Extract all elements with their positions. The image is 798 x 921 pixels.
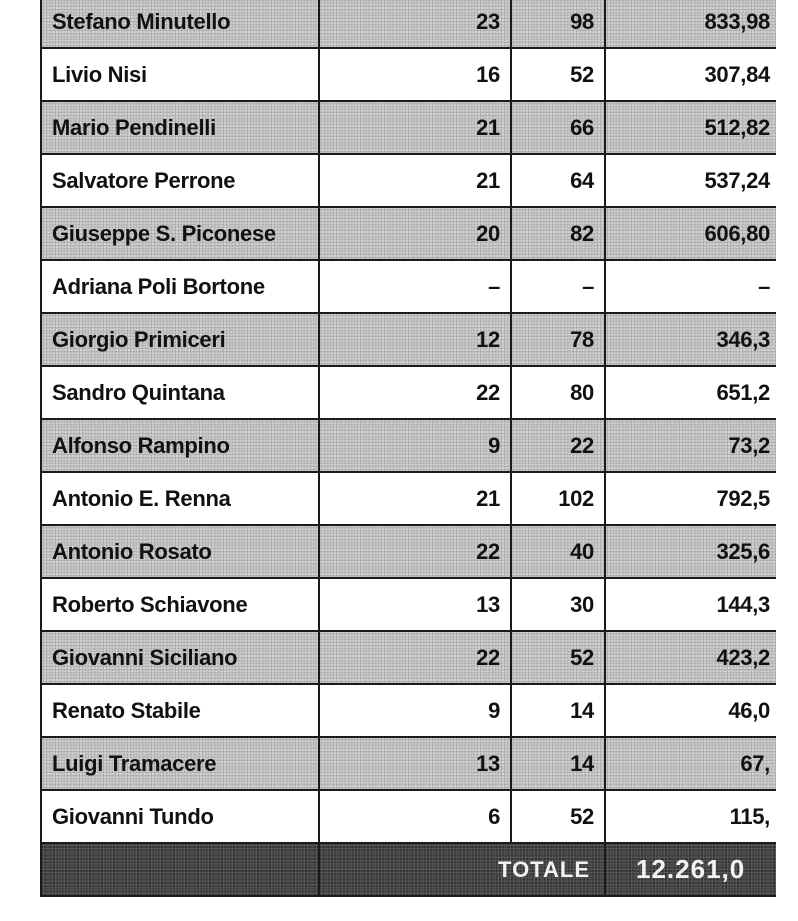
table-row: [41, 472, 781, 525]
table-row: [41, 631, 781, 684]
row-col2: –: [511, 260, 605, 313]
row-amount: –: [605, 260, 781, 313]
row-col2: 22: [511, 419, 605, 472]
page-edge: [776, 0, 798, 921]
row-amount: 144,3: [605, 578, 781, 631]
row-amount: 307,84: [605, 48, 781, 101]
row-amount: 423,2: [605, 631, 781, 684]
row-amount: 512,82: [605, 101, 781, 154]
row-name: Adriana Poli Bortone: [41, 260, 319, 313]
table-body: [41, 0, 781, 896]
row-amount: 346,3: [605, 313, 781, 366]
row-col1: 12: [319, 313, 511, 366]
row-name: Antonio Rosato: [41, 525, 319, 578]
row-col2: 52: [511, 48, 605, 101]
table-row: [41, 790, 781, 843]
row-name: Antonio E. Renna: [41, 472, 319, 525]
row-name: Stefano Minutello: [41, 0, 319, 48]
row-amount: 46,0: [605, 684, 781, 737]
row-col2: 52: [511, 790, 605, 843]
total-empty-cell: [41, 843, 319, 896]
row-col1: 23: [319, 0, 511, 48]
row-col1: –: [319, 260, 511, 313]
row-col1: 16: [319, 48, 511, 101]
row-col1: 21: [319, 101, 511, 154]
total-row: [41, 843, 781, 896]
row-name: Luigi Tramacere: [41, 737, 319, 790]
row-amount: 792,5: [605, 472, 781, 525]
row-col2: 80: [511, 366, 605, 419]
row-col1: 22: [319, 631, 511, 684]
data-table: [40, 0, 782, 897]
row-col1: 22: [319, 366, 511, 419]
row-name: Giorgio Primiceri: [41, 313, 319, 366]
row-amount: 67,: [605, 737, 781, 790]
row-name: Renato Stabile: [41, 684, 319, 737]
row-name: Alfonso Rampino: [41, 419, 319, 472]
row-name: Salvatore Perrone: [41, 154, 319, 207]
row-name: Livio Nisi: [41, 48, 319, 101]
row-col2: 82: [511, 207, 605, 260]
table-row: [41, 101, 781, 154]
row-amount: 651,2: [605, 366, 781, 419]
table-row: [41, 260, 781, 313]
row-col2: 98: [511, 0, 605, 48]
row-name: Giovanni Tundo: [41, 790, 319, 843]
table-row: [41, 737, 781, 790]
table-row: [41, 684, 781, 737]
row-col1: 13: [319, 578, 511, 631]
row-amount: 537,24: [605, 154, 781, 207]
row-col2: 66: [511, 101, 605, 154]
row-col1: 13: [319, 737, 511, 790]
table-row: [41, 0, 781, 48]
table-row: [41, 48, 781, 101]
table-row: [41, 366, 781, 419]
table-row: [41, 578, 781, 631]
row-col2: 102: [511, 472, 605, 525]
row-amount: 115,: [605, 790, 781, 843]
row-col2: 78: [511, 313, 605, 366]
row-col1: 9: [319, 684, 511, 737]
row-col2: 14: [511, 737, 605, 790]
table-row: [41, 525, 781, 578]
row-amount: 325,6: [605, 525, 781, 578]
row-amount: 833,98: [605, 0, 781, 48]
row-name: Roberto Schiavone: [41, 578, 319, 631]
row-col2: 40: [511, 525, 605, 578]
row-amount: 73,2: [605, 419, 781, 472]
row-col1: 9: [319, 419, 511, 472]
row-col1: 21: [319, 154, 511, 207]
row-name: Giuseppe S. Piconese: [41, 207, 319, 260]
row-col1: 21: [319, 472, 511, 525]
table-row: [41, 207, 781, 260]
row-col2: 64: [511, 154, 605, 207]
row-col1: 22: [319, 525, 511, 578]
row-col1: 6: [319, 790, 511, 843]
row-col2: 52: [511, 631, 605, 684]
row-col2: 30: [511, 578, 605, 631]
row-name: Giovanni Siciliano: [41, 631, 319, 684]
row-col1: 20: [319, 207, 511, 260]
table-row: [41, 154, 781, 207]
table-row: [41, 419, 781, 472]
row-name: Sandro Quintana: [41, 366, 319, 419]
total-label: TOTALE: [319, 843, 605, 896]
total-value: 12.261,0: [605, 843, 781, 896]
table-row: [41, 313, 781, 366]
row-amount: 606,80: [605, 207, 781, 260]
row-name: Mario Pendinelli: [41, 101, 319, 154]
row-col2: 14: [511, 684, 605, 737]
